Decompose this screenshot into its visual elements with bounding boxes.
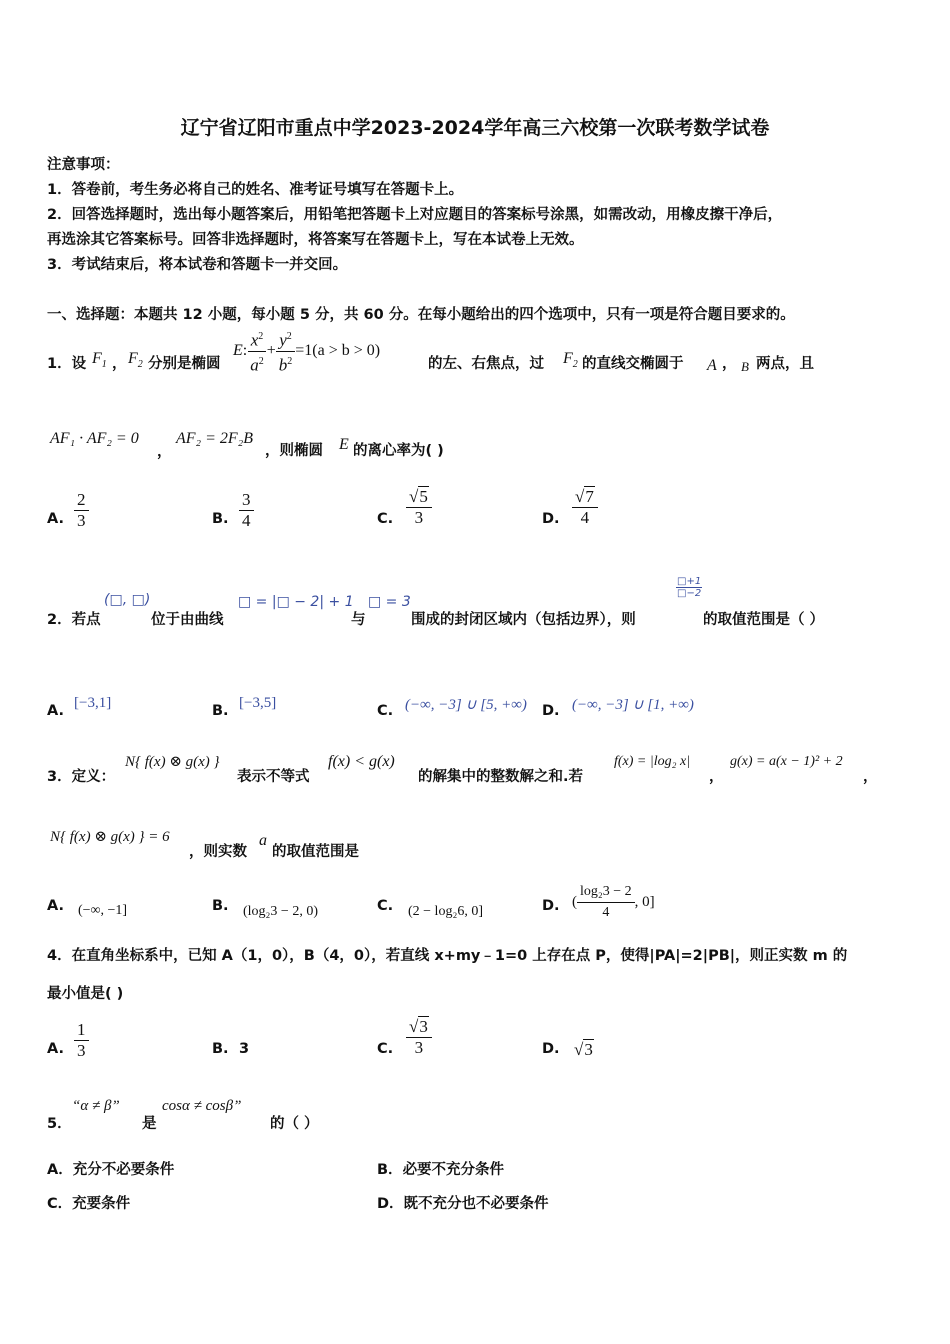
q1-e: E xyxy=(339,436,349,453)
q5-text-1: 是 xyxy=(142,1116,157,1132)
q2-text-4: 的取值范围是（ ） xyxy=(703,612,825,628)
q2-point: (□, □) xyxy=(104,592,151,608)
q3-text-3: ，则实数 xyxy=(189,844,247,860)
q3-option-b-value: (log₂3 − 2, 0) xyxy=(243,904,318,919)
q1-frac-x: $\frac{x^2}{a^2}$ xyxy=(247,327,267,375)
q3-condition: N{ f(x) ⊗ g(x) } = 6 xyxy=(50,829,170,845)
q5-premise: “α ≠ β” xyxy=(72,1098,120,1114)
q5-option-b: B．必要不充分条件 xyxy=(377,1162,505,1178)
q2-text-2: 与 xyxy=(351,612,366,628)
q3-comma: ， xyxy=(709,769,724,785)
q2-option-a-label: A. xyxy=(47,703,64,719)
q4-option-a-label: A. xyxy=(47,1041,64,1057)
q4-line-2: 最小值是( ) xyxy=(47,986,124,1002)
q4-option-a-value: $\frac{1}{3}$ xyxy=(74,1020,89,1061)
section-heading: 一、选择题：本题共 12 小题，每小题 5 分，共 60 分。在每小题给出的四个选项中，只有一项是符合题目要求的。 xyxy=(47,307,795,323)
q1-option-a-label: A. xyxy=(47,511,64,527)
q2-option-c-value: (−∞, −3] ∪ [5, +∞) xyxy=(405,697,527,713)
q1-option-c-value: $\frac{√5}{3}$ xyxy=(406,487,432,528)
q5-option-d: D．既不充分也不必要条件 xyxy=(377,1196,549,1212)
q3-text-1: 表示不等式 xyxy=(237,769,310,785)
q5-number: 5． xyxy=(47,1116,72,1132)
q4-option-b-label: B. xyxy=(212,1041,229,1057)
q3-comma-2: ， xyxy=(863,769,878,785)
q4-option-c-label: C. xyxy=(377,1041,394,1057)
q2-number: 2．若点 xyxy=(47,612,101,628)
q1-f2: $F_2$ xyxy=(128,350,143,371)
q2-curve: □ = |□ − 2| + 1 xyxy=(238,594,354,610)
notice-item-2b: 再选涂其它答案标号。回答非选择题时，将答案写在答题卡上，写在本试卷上无效。 xyxy=(47,232,584,248)
q1-ellipse-equation: E : $\frac{x^2}{a^2}$ + $\frac{y^2}{b^2}$ =1(a > b > 0) xyxy=(233,326,380,376)
q1-text-6: 的离心率为( ) xyxy=(353,443,444,459)
q2-option-a-value: [−3,1] xyxy=(74,695,112,711)
notice-item-1: 1．答卷前，考生务必将自己的姓名、准考证号填写在答题卡上。 xyxy=(47,182,464,198)
q4-option-b-value: 3 xyxy=(239,1041,250,1057)
q1-option-b-label: B. xyxy=(212,511,229,527)
q1-option-c-label: C. xyxy=(377,511,394,527)
q3-a: a xyxy=(259,832,267,849)
q1-point-a: A xyxy=(707,357,717,374)
q2-option-c-label: C. xyxy=(377,703,394,719)
q1-text-5: ，则椭圆 xyxy=(265,443,323,459)
q3-option-a-value: (−∞, −1] xyxy=(78,903,128,918)
q4-option-d-value: √3 xyxy=(574,1040,593,1059)
q2-option-d-label: D. xyxy=(542,703,560,719)
q4-option-c-value: $\frac{√3}{3}$ xyxy=(406,1017,432,1058)
q3-text-4: 的取值范围是 xyxy=(272,844,359,860)
notice-item-2a: 2．回答选择题时，选出每小题答案后，用铅笔把答题卡上对应题目的答案标号涂黑，如需改动，用橡皮擦干净后， xyxy=(47,207,783,223)
q3-text-2: 的解集中的整数解之和.若 xyxy=(418,769,584,785)
q3-g-def: g(x) = a(x − 1)² + 2 xyxy=(730,754,843,769)
q4-option-d-label: D. xyxy=(542,1041,560,1057)
q1-text-4: 两点，且 xyxy=(756,356,814,372)
q1-point-b: B xyxy=(741,359,749,374)
q3-option-d-value: ( $\frac{\text{log₂3 − 2}}{4}$ , 0] xyxy=(572,884,655,920)
q1-comma-2: ， xyxy=(722,356,737,372)
q3-number: 3．定义： xyxy=(47,769,116,785)
q1-condition-1: AF₁ · AF₂ = 0 xyxy=(50,430,139,447)
q3-option-a-label: A. xyxy=(47,898,64,914)
q3-definition: N{ f(x) ⊗ g(x) } xyxy=(125,754,220,770)
q3-option-d-label: D. xyxy=(542,898,560,914)
q3-option-c-value: (2 − log₂6, 0] xyxy=(408,904,483,919)
notice-item-3: 3．考试结束后，将本试卷和答题卡一并交回。 xyxy=(47,257,348,273)
q2-text-3: 围成的封闭区域内（包括边界），则 xyxy=(411,612,636,628)
q5-option-a: A．充分不必要条件 xyxy=(47,1162,175,1178)
q2-line: □ = 3 xyxy=(368,594,411,610)
q1-comma: ， xyxy=(112,356,127,372)
q1-f2-b: $F_2$ xyxy=(563,350,578,371)
q1-text-1: 分别是椭圆 xyxy=(148,356,221,372)
q5-text-2: 的（ ） xyxy=(270,1116,319,1132)
q2-option-b-value: [−3,5] xyxy=(239,695,277,711)
q5-conclusion: cosα ≠ cosβ” xyxy=(162,1098,242,1114)
q3-option-c-label: C. xyxy=(377,898,394,914)
q4-line-1: 4．在直角坐标系中，已知 A（1，0），B（4，0），若直线 x+my﹣1=0 上存在点 P，使得|PA|=2|PB|，则正实数 m 的 xyxy=(47,948,848,964)
q3-f-def: f(x) = |log₂ x| xyxy=(614,754,691,769)
q1-option-d-label: D. xyxy=(542,511,560,527)
q1-text-3: 的直线交椭圆于 xyxy=(582,356,684,372)
q1-number: 1．设 xyxy=(47,356,87,372)
notice-heading: 注意事项： xyxy=(47,157,120,173)
q2-ratio: □+1 □−2 xyxy=(677,576,702,599)
q2-option-d-value: (−∞, −3] ∪ [1, +∞) xyxy=(572,697,694,713)
q5-option-c: C．充要条件 xyxy=(47,1196,131,1212)
q2-option-b-label: B. xyxy=(212,703,229,719)
q2-text-1: 位于由曲线 xyxy=(151,612,224,628)
q1-condition-2: AF₂ = 2F₂B xyxy=(176,430,254,447)
q1-frac-y: $\frac{y^2}{b^2}$ xyxy=(276,327,296,375)
q1-option-b-value: $\frac{3}{4}$ xyxy=(239,490,254,531)
q3-option-b-label: B. xyxy=(212,898,229,914)
q1-option-d-value: $\frac{√7}{4}$ xyxy=(572,487,598,528)
q1-f1: $F_1$ xyxy=(92,350,107,371)
q3-inequality: f(x) < g(x) xyxy=(328,753,395,770)
q1-option-a-value: $\frac{2}{3}$ xyxy=(74,490,89,531)
page-title: 辽宁省辽阳市重点中学2023-2024学年高三六校第一次联考数学试卷 xyxy=(180,117,770,139)
q1-comma-3: ， xyxy=(157,444,172,460)
q1-text-2: 的左、右焦点，过 xyxy=(428,356,544,372)
